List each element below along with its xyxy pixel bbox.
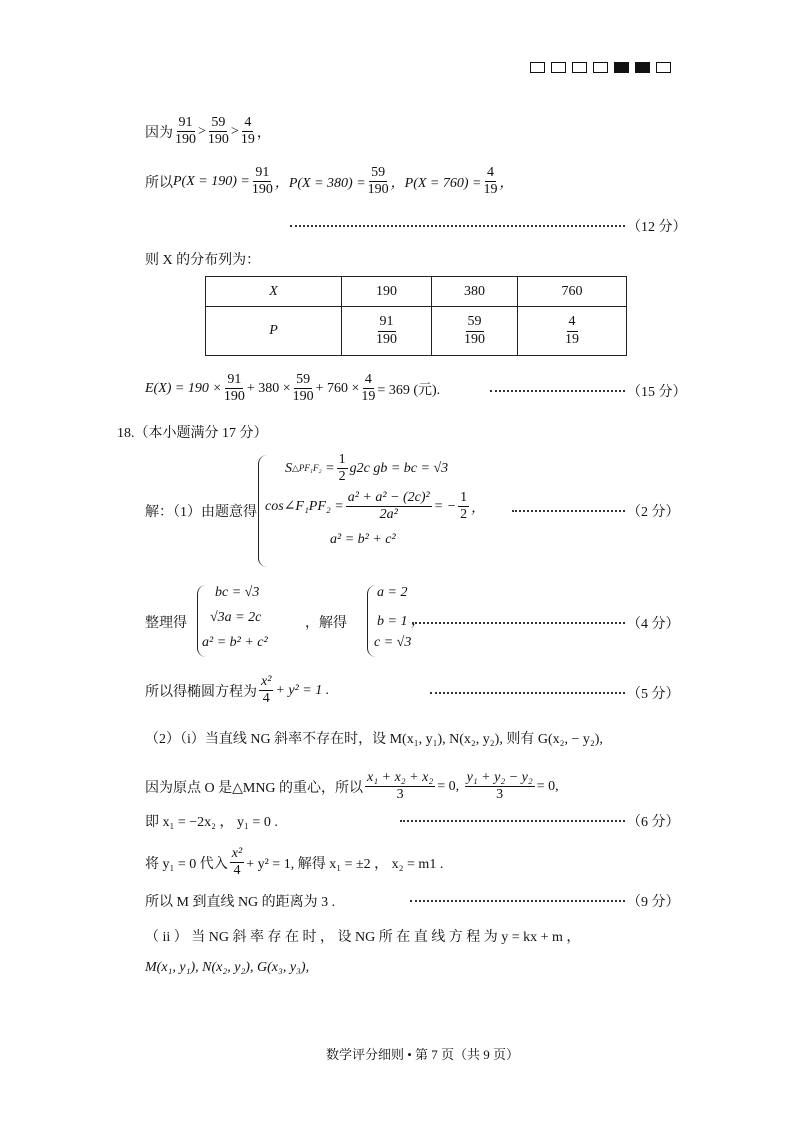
question-heading: 18.（本小题满分 17 分） [117,426,268,441]
text: 所以 [145,175,173,191]
text: ，解得 [305,616,347,631]
text: = 369 (元). [377,382,441,398]
text: 所以得椭圆方程为 [145,684,257,700]
dot-leader [430,692,625,694]
line-centroid [145,770,559,803]
text: = − [433,498,457,514]
score-label: （15 分） [627,385,687,400]
table-row-label: P [206,307,342,356]
text: + 760 × [315,380,360,396]
header-marks [530,62,677,73]
text: E(X) = 190 × [145,380,222,396]
text: g2c gb = bc = √3 [349,460,449,476]
score-label: （2 分） [627,505,680,520]
text: cos∠F₁PF₂ = [265,499,344,515]
table-cell: $\frac{4}{19}$ [518,307,627,356]
fraction: $\frac{\text{x²}}{4}$ [261,674,272,707]
text: S [285,460,292,476]
text: （2）（i）当直线 NG 斜率不存在时，设 M(x₁, y₁), N(x₂, y₂), 则有 G(x₂, − y₂), [145,732,603,747]
score-label: （9 分） [627,895,680,910]
fraction: $\frac{\text{x²}}{4}$ [231,846,243,879]
distribution-intro: 则 X 的分布列为： [145,253,261,268]
text: ， [256,125,271,141]
fraction: $\frac{4}{19}$ [240,115,255,148]
empty-square-mark [656,62,671,73]
table-header: 190 [342,277,432,307]
score-label: （6 分） [627,815,680,830]
text: + 380 × [246,380,291,396]
text: bc = √3 [215,585,260,600]
text: > [198,123,206,139]
fraction: $\frac{91}{190}$ [223,372,245,405]
text: a = 2 [377,585,408,600]
line-expectation [145,372,440,405]
fraction: $\frac{4}{19}$ [483,165,498,198]
table-header: 760 [518,277,627,307]
text: ， [471,500,486,516]
text: ，P(X = 380) = [274,175,366,191]
text: 所以 M 到直线 NG 的距离为 3 . [145,895,336,910]
dot-leader [512,510,625,512]
text: a² = b² + c² [202,635,268,650]
table-header: 380 [432,277,518,307]
text: ，P(X = 760) = [390,175,482,191]
empty-square-mark [593,62,608,73]
fraction: $\frac{59}{190}$ [367,165,389,198]
score-label: （12 分） [627,220,687,235]
score-label: （4 分） [627,617,680,632]
empty-square-mark [530,62,545,73]
text: 因为 [145,125,173,141]
dot-leader [400,820,625,822]
text: 即 x₁ = −2x₂ ， y₁ = 0 . [145,815,278,830]
dot-leader [412,622,625,624]
dot-leader [490,390,625,392]
text: 因为原点 O 是△MNG 的重心，所以 [145,780,364,796]
text: （ ii ） 当 NG 斜 率 存 在 时 ， 设 NG 所 在 直 线 方 程 为 y = kx + m ， [145,930,581,945]
fraction: $\frac{\text{x₁ + x₂ + x₂}}{3}$ [367,770,434,803]
distribution-table [205,276,627,356]
text: = 0, [536,778,559,794]
text: c = √3 [374,635,412,650]
text: + y² = 1 . [275,682,330,698]
text: 整理得 [145,616,187,631]
line-probabilities [145,165,513,198]
fraction: $\frac{91}{190}$ [251,165,273,198]
table-cell: $\frac{91}{190}$ [342,307,432,356]
empty-square-mark [572,62,587,73]
text: > [230,123,239,139]
dot-leader [290,225,625,227]
fraction: $\frac{59}{190}$ [292,372,314,405]
text: ， [499,175,514,191]
text: √3a = 2c [210,610,262,625]
filled-square-mark [635,62,650,73]
line-ellipse [145,674,329,707]
line-substitute [145,846,443,879]
fraction: $\frac{59}{190}$ [207,115,229,148]
line-inequality [145,115,271,148]
text: △PF₁F₂ [292,463,322,474]
text: 解：（1）由题意得 [145,505,257,520]
table-header: X [206,277,342,307]
table-cell: $\frac{59}{190}$ [432,307,518,356]
text: + y² = 1, 解得 x₁ = ±2 ， x₂ = m1 . [246,856,444,872]
dot-leader [410,900,625,902]
document-page: 因为 $\frac{91}{190}$ > $\frac{59}{190}$ > $\frac{4}{19}$ ， 所以 P(X = 190) = $\frac{91}{190}$ ，P(X = 380) = $\frac{59}{190}$ ，P(X = 760) = $\frac{4}{19}$ ， （12 分） 则 X 的分布列为： X 190 380 760 P $\frac{91}{190}$ $\frac{59}{190}$ $\frac{4}{19}$ E(X) = 190 × $\frac{91}{190}$ + 380 × $\frac{59}{190}$ + 760 × $\frac{4}{19}$ = 369 (元). （15 分） 18.（本小题满分 17 分） 解：（1）由题意得 S △PF₁F₂ = $\frac{1}{2}$ g2c gb = bc = √3 cos∠F₁PF₂ = $\frac{\text{a² + a² − (2c)²}}{\text{2a²}}$ = − $\frac{1}{2}$ ， a² = b² + c² （2 分） 整理得 bc = √3 √3a = 2c a² = b² + c² ，解得 a = 2 b = 1 ， c = √3 （4 分） 所以得椭圆方程为 $\frac{\text{x²}}{4}$ + y² = 1 . （5 分） （2）（i）当直线 NG 斜率不存在时，设 M(x₁, y₁), N(x₂, y₂), 则有 G(x₂, − y₂), 因为原点 O 是△MNG 的重心，所以 $\frac{\text{x₁ + x₂ + x₂}}{3}$ = 0, $\frac{\text{y₁ + y₂ − y₂}}{3}$ = 0, 即 x₁ = −2x₂ ， y₁ = 0 . （6 分） 将 y₁ = 0 代入 $\frac{\text{x²}}{4}$ + y² = 1, 解得 x₁ = ±2 ， x₂ = m1 . 所以 M 到直线 NG 的距离为 3 . （9 分） （ ii ） 当 NG 斜 率 存 在 时 ， 设 NG 所 在 直 线 方 程 为 y = kx + m ， M(x₁, y₁), N(x₂, y₂), G(x₃, y₃), 数学评分细则 • 第 7 页（共 9 页） [0,0,800,1131]
page-footer: 数学评分细则 • 第 7 页（共 9 页） [326,1047,520,1062]
text: = 0, [437,778,460,794]
text: a² = b² + c² [330,532,396,547]
text: M(x₁, y₁), N(x₂, y₂), G(x₃, y₃), [145,960,310,975]
text: P(X = 190) = [173,173,250,189]
filled-square-mark [614,62,629,73]
text: b = 1 ， [377,614,425,629]
score-label: （5 分） [627,687,680,702]
fraction: $\frac{91}{190}$ [175,115,196,148]
fraction: $\frac{4}{19}$ [361,372,376,405]
empty-square-mark [551,62,566,73]
fraction: $\frac{\text{y₁ + y₂ − y₂}}{3}$ [466,770,533,803]
text: 将 y₁ = 0 代入 [145,856,228,872]
text: = [325,460,335,476]
